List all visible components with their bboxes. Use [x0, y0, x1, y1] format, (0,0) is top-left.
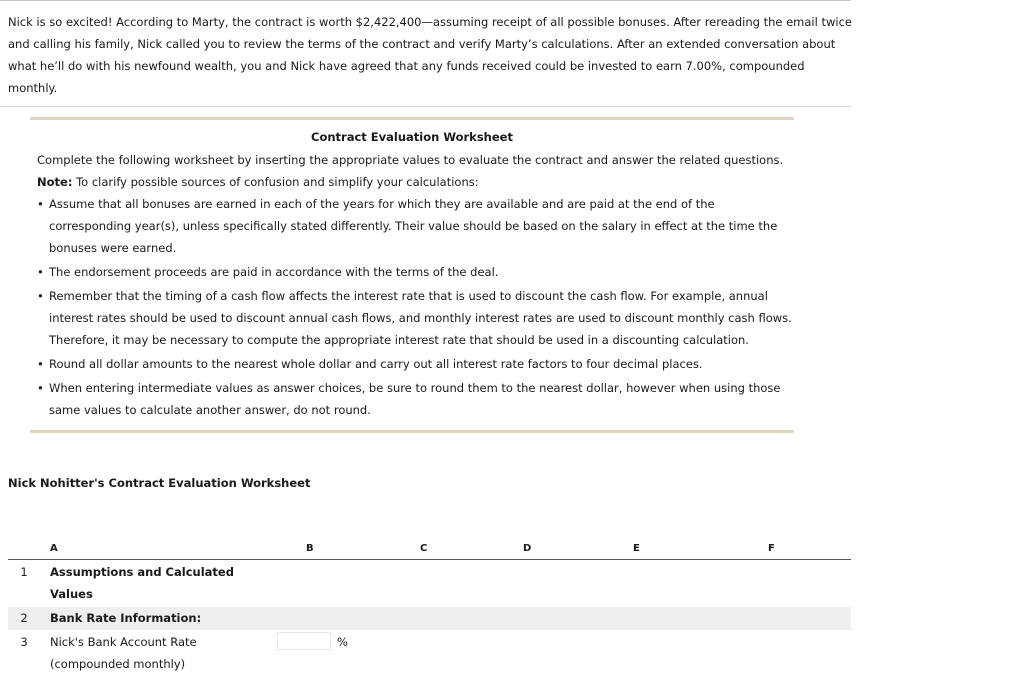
section-divider — [0, 106, 851, 107]
row-number: 3 — [20, 635, 28, 649]
bullet-icon: • — [37, 265, 44, 279]
list-item: • When entering intermediate values as answer choices, be sure to round them to the nearest dollar, however when using those same values to calculate another answer, do not round. — [37, 377, 797, 421]
worksheet-box-top-rule — [30, 117, 794, 120]
header-divider — [8, 559, 851, 560]
note-label: Note: — [37, 175, 73, 189]
bullet-icon: • — [37, 197, 44, 211]
bullet-icon: • — [37, 357, 44, 371]
sheet-title: Nick Nohitter's Contract Evaluation Worksheet — [8, 476, 311, 490]
bullet-icon: • — [37, 289, 44, 303]
column-header-f: F — [768, 543, 775, 554]
column-header-d: D — [523, 543, 532, 554]
percent-unit: % — [337, 635, 348, 649]
cell-a-label: Bank Rate Information: — [50, 611, 202, 625]
worksheet-instructions: Complete the following worksheet by inserting the appropriate values to evaluate the contract and answer the related questions. — [37, 153, 784, 167]
column-header-e: E — [633, 543, 640, 554]
table-row — [8, 561, 851, 605]
worksheet-box-bottom-rule — [30, 430, 794, 433]
cell-a-label: Assumptions and Calculated — [50, 565, 234, 579]
top-divider — [0, 0, 851, 1]
bullet-icon: • — [37, 381, 44, 395]
assumption-list — [37, 193, 797, 423]
bank-rate-input[interactable] — [277, 632, 331, 650]
column-header-b: B — [306, 543, 314, 554]
worksheet-note — [37, 173, 479, 191]
worksheet-title: Contract Evaluation Worksheet — [311, 130, 513, 144]
cell-a-label-cont: Values — [50, 587, 93, 601]
row-number: 2 — [20, 611, 28, 625]
intro-paragraph: Nick is so excited! According to Marty, the contract is worth $2,422,400—assuming receipt of all possible bonuses. After rereading the email twice and calling his family, Nick called you to review the terms of the contract and verify Marty’s calculations. After an extended conversation about what he’ll do with his newfound wealth, you and Nick have agreed that any funds received could be invested to earn 7.00%, compounded monthly. — [8, 15, 852, 95]
list-item: • Round all dollar amounts to the nearest whole dollar and carry out all interest rate factors to four decimal places. — [37, 353, 797, 375]
list-item: • Remember that the timing of a cash flow affects the interest rate that is used to discount the cash flow. For example, annual interest rates should be used to discount annual cash flows, and monthly interest rates are used to discount monthly cash flows. Therefore, it may be necessary to compute the appropriate interest rate that should be used in a discounting calculation. — [37, 285, 797, 351]
note-text: To clarify possible sources of confusion and simplify your calculations: — [76, 175, 479, 189]
column-header-c: C — [420, 543, 428, 554]
column-header-a: A — [50, 543, 58, 554]
row-number: 1 — [20, 565, 28, 579]
cell-a-label: Nick's Bank Account Rate — [50, 635, 197, 649]
table-row — [8, 631, 851, 674]
list-item: • The endorsement proceeds are paid in accordance with the terms of the deal. — [37, 261, 797, 283]
list-item: • Assume that all bonuses are earned in each of the years for which they are available and are paid at the end of the corresponding year(s), unless specifically stated differently. Their value should be based on the salary in effect at the time the bonuses were earned. — [37, 193, 797, 259]
cell-a-label-cont: (compounded monthly) — [50, 657, 186, 671]
table-row — [8, 607, 851, 630]
